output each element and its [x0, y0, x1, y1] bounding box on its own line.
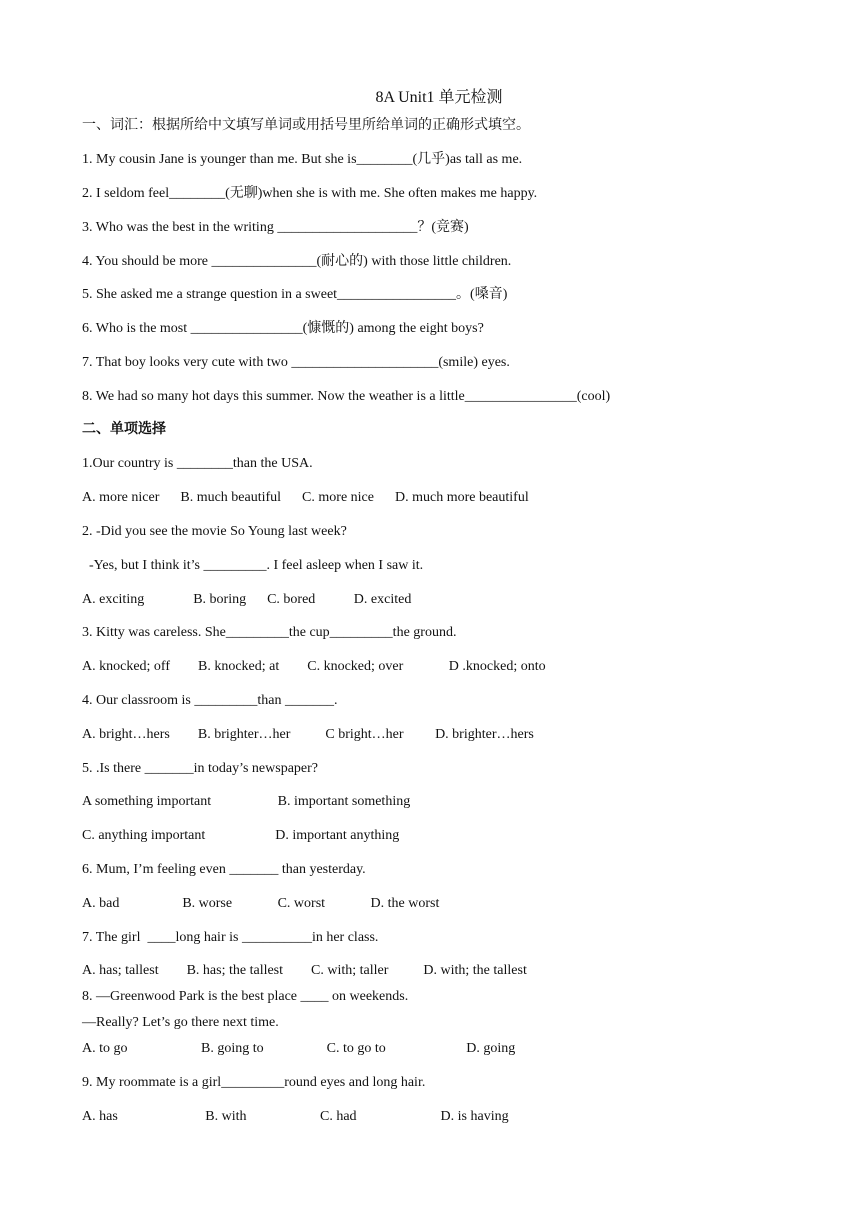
vocab-item-6: 6. Who is the most ________________(慷慨的) among the eight boys?: [82, 321, 484, 336]
mc-question-9: 9. My roommate is a girl_________round eyes and long hair.: [82, 1075, 426, 1090]
mc-options-5a: A something important B. important something: [82, 794, 411, 809]
vocab-item-7: 7. That boy looks very cute with two _____________________(smile) eyes.: [82, 355, 510, 370]
section2-heading: 二、单项选择: [82, 422, 166, 437]
mc-options-3: A. knocked; off B. knocked; at C. knocked; over D .knocked; onto: [82, 659, 546, 674]
mc-options-2: A. exciting B. boring C. bored D. excited: [82, 592, 412, 607]
mc-options-8: A. to go B. going to C. to go to D. going: [82, 1041, 516, 1056]
vocab-item-8: 8. We had so many hot days this summer. Now the weather is a little________________(cool): [82, 389, 611, 404]
mc-options-7: A. has; tallest B. has; the tallest C. with; taller D. with; the tallest: [82, 963, 527, 978]
mc-question-8-reply: —Really? Let’s go there next time.: [82, 1015, 279, 1030]
mc-question-5: 5. .Is there _______in today’s newspaper?: [82, 761, 318, 776]
vocab-item-2: 2. I seldom feel________(无聊)when she is with me. She often makes me happy.: [82, 186, 538, 201]
mc-options-4: A. bright…hers B. brighter…her C bright…her D. brighter…hers: [82, 727, 534, 742]
mc-options-1: A. more nicer B. much beautiful C. more nice D. much more beautiful: [82, 490, 529, 505]
mc-question-2: 2. -Did you see the movie So Young last week?: [82, 524, 347, 539]
mc-question-3: 3. Kitty was careless. She_________the cup_________the ground.: [82, 625, 457, 640]
mc-question-4: 4. Our classroom is _________than _______.: [82, 693, 338, 708]
page-title: 8A Unit1 单元检测: [375, 89, 503, 106]
mc-question-2-reply: -Yes, but I think it’s _________. I feel asleep when I saw it.: [82, 558, 424, 573]
mc-question-1: 1.Our country is ________than the USA.: [82, 456, 313, 471]
mc-options-5b: C. anything important D. important anything: [82, 828, 400, 843]
mc-question-7: 7. The girl ____long hair is __________in her class.: [82, 930, 379, 945]
mc-options-6: A. bad B. worse C. worst D. the worst: [82, 896, 440, 911]
mc-options-9: A. has B. with C. had D. is having: [82, 1109, 509, 1124]
mc-question-6: 6. Mum, I’m feeling even _______ than yesterday.: [82, 862, 366, 877]
vocab-item-4: 4. You should be more _______________(耐心的) with those little children.: [82, 254, 512, 269]
vocab-item-3: 3. Who was the best in the writing ____________________？(竞赛): [82, 220, 469, 235]
mc-question-8: 8. —Greenwood Park is the best place ____ on weekends.: [82, 989, 409, 1004]
vocab-item-1: 1. My cousin Jane is younger than me. But she is________(几乎)as tall as me.: [82, 152, 523, 167]
vocab-item-5: 5. She asked me a strange question in a sweet_________________。(嗓音): [82, 287, 508, 302]
section1-heading: 一、词汇：根据所给中文填写单词或用括号里所给单词的正确形式填空。: [82, 118, 530, 133]
